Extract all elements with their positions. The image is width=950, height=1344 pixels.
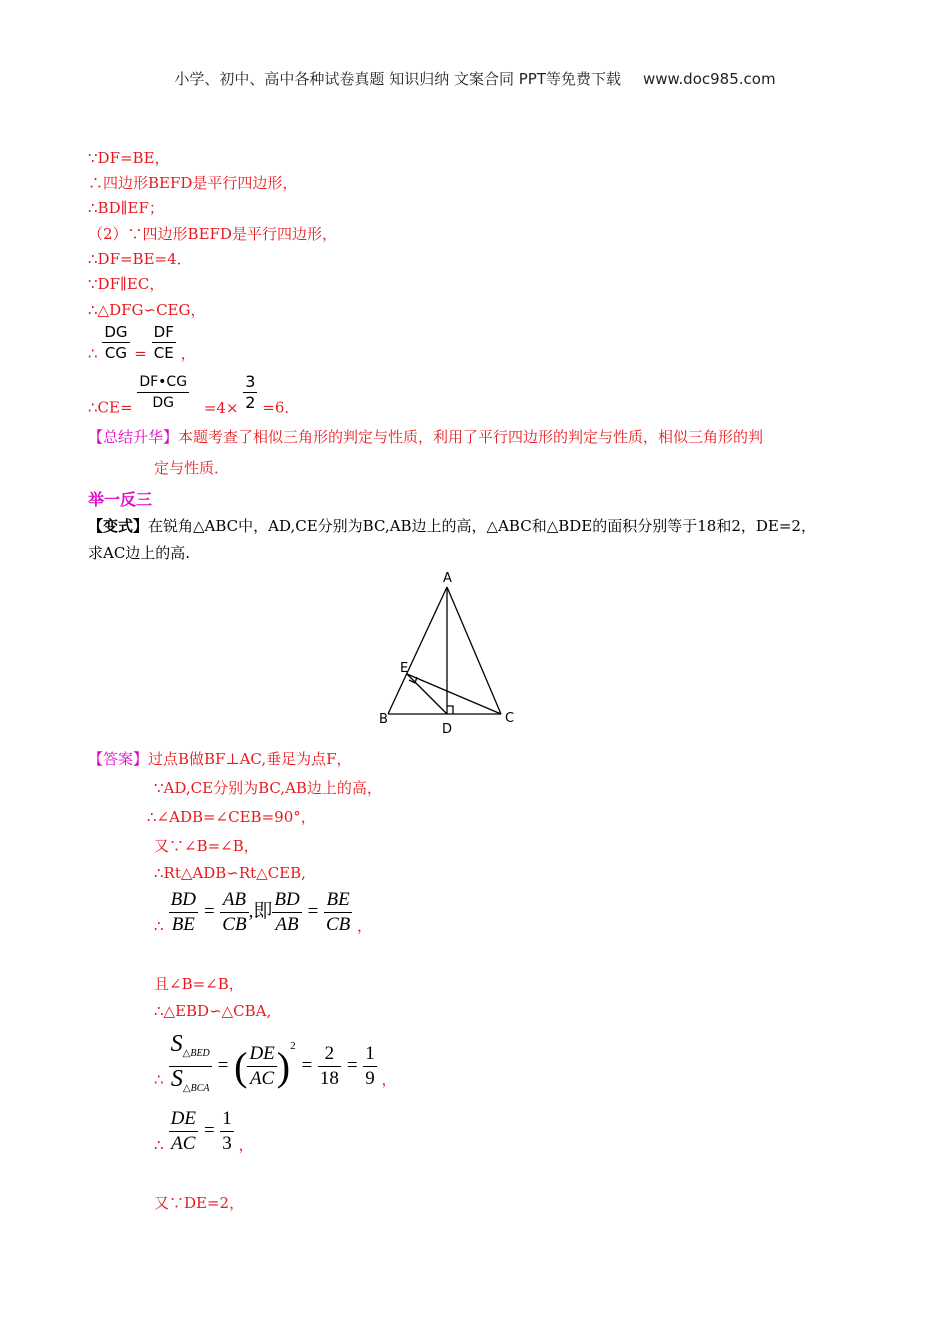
sol-line-1: ∵DF=BE， — [88, 149, 170, 167]
sol-line-7: ∴△DFG∽CEG， — [88, 301, 206, 319]
answer-line-5: ∴Rt△ADB∽Rt△CEB, — [154, 864, 306, 882]
label-a: A — [443, 571, 452, 586]
answer-line-4: 又∵∠B=∠B， — [154, 837, 259, 855]
variant-tag: 【变式】 — [88, 517, 149, 535]
summary-tag: 【总结升华】 — [88, 428, 179, 446]
answer-line-3: ∴∠ADB=∠CEB=90°， — [147, 808, 316, 826]
answer-line-2: ∵AD,CE分别为BC,AB边上的高， — [154, 779, 382, 797]
ratio-equation: ∴ $\frac{DG}{CG}$ = $\frac{DF}{CE}$ ， — [88, 323, 196, 363]
sol-line-4: （2）∵四边形BEFD是平行四边形， — [88, 225, 337, 243]
summary-line-2: 定与性质． — [154, 459, 230, 477]
triangle-figure — [370, 565, 530, 740]
right-angle-mark-d — [447, 706, 453, 714]
header-text: 小学、初中、高中各种试卷真题 知识归纳 文案合同 PPT等免费下载 — [174, 70, 621, 88]
segment-de — [407, 674, 447, 714]
sol-line-6: ∵DF∥EC， — [88, 275, 165, 293]
sol-line-3: ∴BD∥EF； — [88, 199, 164, 217]
label-e: E — [400, 661, 409, 676]
summary-line-1: 【总结升华】本题考查了相似三角形的判定与性质，利用了平行四边形的判定与性质，相似三角形的判 — [88, 428, 764, 446]
section-title: 举一反三 — [88, 490, 153, 509]
segment-ab — [388, 587, 447, 714]
page-header — [0, 68, 950, 89]
variant-line-2: 求AC边上的高. — [88, 544, 191, 562]
sol-line-2: ∴四边形BEFD是平行四边形， — [88, 174, 298, 192]
answer-line-6: 且∠B=∠B， — [154, 975, 244, 993]
similarity-ratio-equation: ∴ $\frac{BD}{BE}$ = $\frac{AB}{CB}$ ,即 $\frac{BD}{AB}$ = $\frac{BE}{CB}$ ， — [154, 889, 373, 935]
area-ratio-equation: ∴ $\frac{S_{\triangle BED}}{S_{\triangle BCA}}$ = ( $\frac{DE}{AC}$ )$^2$ = $\frac{2}{18}$ = $\frac{1}{9}$ ， — [154, 1031, 397, 1094]
answer-line-1: 【答案】过点B做BF⊥AC,垂足为点F， — [88, 750, 352, 768]
sol-line-5: ∴DF=BE=4． — [88, 250, 192, 268]
de-ac-equation: ∴ $\frac{DE}{AC}$ = $\frac{1}{3}$ ， — [154, 1108, 254, 1154]
label-b: B — [379, 712, 388, 727]
answer-line-8: 又∵DE=2， — [154, 1194, 245, 1212]
label-d: D — [442, 722, 453, 737]
label-c: C — [505, 711, 515, 726]
variant-line-1: 【变式】在锐角△ABC中，AD,CE分别为BC,AB边上的高，△ABC和△BDE的面积分别等于18和2，DE=2， — [88, 517, 816, 535]
answer-tag: 【答案】 — [88, 750, 149, 768]
header-site: www.doc985.com — [642, 70, 776, 88]
ce-equation: ∴CE= $\frac{DF•CG}{DG}$ =4× $\frac{3}{2}$ =6． — [88, 372, 300, 417]
answer-line-7: ∴△EBD∽△CBA, — [154, 1002, 272, 1020]
